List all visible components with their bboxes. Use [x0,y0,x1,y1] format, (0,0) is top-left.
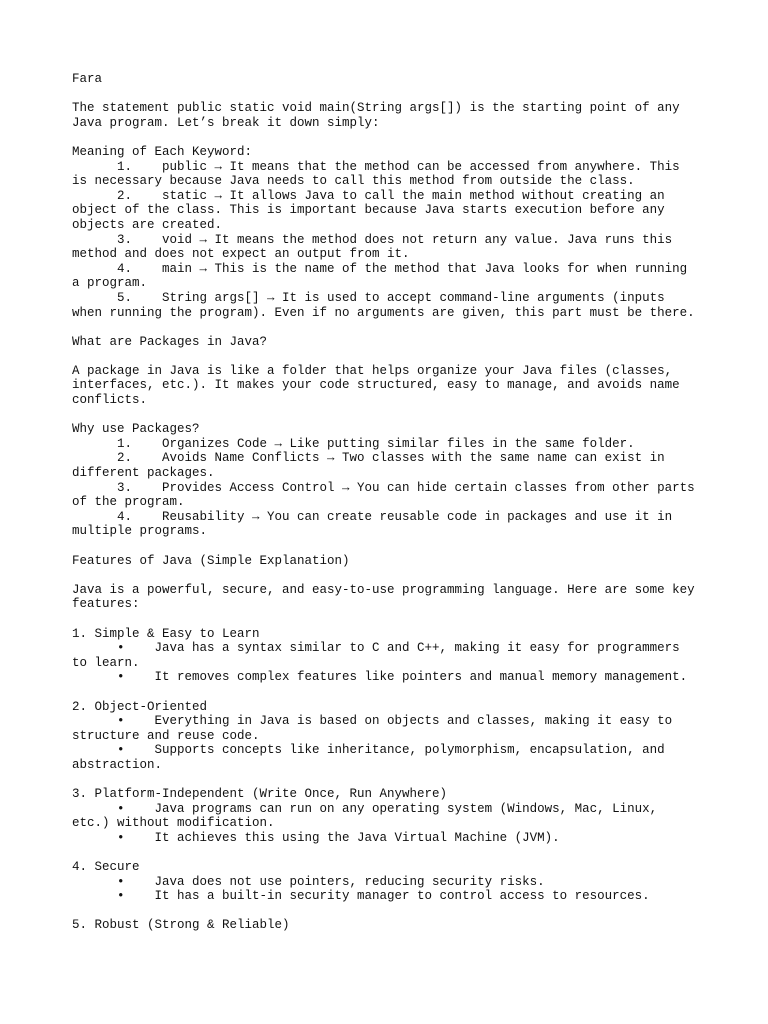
text-line: • Java has a syntax similar to C and C++, making it easy for programmers [72,641,680,656]
text-line: 4. main → This is the name of the method that Java looks for when running [72,261,688,276]
blank-line [72,87,712,102]
text-line: • Java does not use pointers, reducing security risks. [72,874,545,889]
blank-line [72,349,712,364]
text-line: 2. Object-Oriented [72,699,208,714]
text-line: Features of Java (Simple Explanation) [72,553,350,568]
text-line: when running the program). Even if no arguments are given, this part must be there. [72,305,695,320]
blank-line [72,408,712,423]
text-line: Java is a powerful, secure, and easy-to-use programming language. Here are some key [72,582,695,597]
text-line: etc.) without modification. [72,816,275,831]
text-line: Why use Packages? [72,422,200,437]
text-line: of the program. [72,495,185,510]
text-line: A package in Java is like a folder that helps organize your Java files (classes, [72,363,673,378]
text-line: 5. Robust (Strong & Reliable) [72,918,290,933]
text-line: 2. static → It allows Java to call the main method without creating an [72,188,665,203]
text-line: Meaning of Each Keyword: [72,144,253,159]
text-line: Java program. Let’s break it down simply: [72,115,380,130]
text-line: • Java programs can run on any operating system (Windows, Mac, Linux, [72,801,658,816]
text-line: abstraction. [72,757,163,772]
text-line: to learn. [72,655,140,670]
document-page [72,72,712,933]
text-line: 4. Reusability → You can create reusable code in packages and use it in [72,509,673,524]
blank-line [72,539,712,554]
text-line: method and does not expect an output from it. [72,247,410,262]
text-line: • Supports concepts like inheritance, polymorphism, encapsulation, and [72,743,665,758]
text-line: • It has a built-in security manager to control access to resources. [72,889,650,904]
text-line: 1. public → It means that the method can be accessed from anywhere. This [72,159,680,174]
blank-line [72,612,712,627]
text-line: • It removes complex features like pointers and manual memory management. [72,670,688,685]
text-line: objects are created. [72,217,223,232]
blank-line [72,773,712,788]
text-line: 5. String args[] → It is used to accept command-line arguments (inputs [72,290,665,305]
text-line: 3. Platform-Independent (Write Once, Run Anywhere) [72,787,448,802]
text-line: 3. Provides Access Control → You can hide certain classes from other parts [72,480,695,495]
blank-line [72,320,712,335]
text-line: Fara [72,72,103,86]
text-line: multiple programs. [72,524,208,539]
text-line: • It achieves this using the Java Virtual Machine (JVM). [72,830,560,845]
text-line: 1. Organizes Code → Like putting similar files in the same folder. [72,436,635,451]
text-line: 4. Secure [72,860,140,875]
text-line: features: [72,597,140,612]
text-line: object of the class. This is important because Java starts execution before any [72,203,665,218]
text-line: 1. Simple & Easy to Learn [72,626,260,641]
text-line: 3. void → It means the method does not return any value. Java runs this [72,232,673,247]
text-line: The statement public static void main(String args[]) is the starting point of any [72,101,680,116]
text-line: structure and reuse code. [72,728,260,743]
text-line: conflicts. [72,393,148,408]
text-line: • Everything in Java is based on objects and classes, making it easy to [72,714,673,729]
text-line: different packages. [72,466,215,481]
blank-line [72,568,712,583]
text-line: a program. [72,276,148,291]
blank-line [72,845,712,860]
blank-line [72,685,712,700]
blank-line [72,904,712,919]
text-line: 2. Avoids Name Conflicts → Two classes with the same name can exist in [72,451,665,466]
text-line: What are Packages in Java? [72,334,268,349]
text-line: interfaces, etc.). It makes your code structured, easy to manage, and avoids name [72,378,680,393]
blank-line [72,130,712,145]
text-line: is necessary because Java needs to call this method from outside the class. [72,174,635,189]
